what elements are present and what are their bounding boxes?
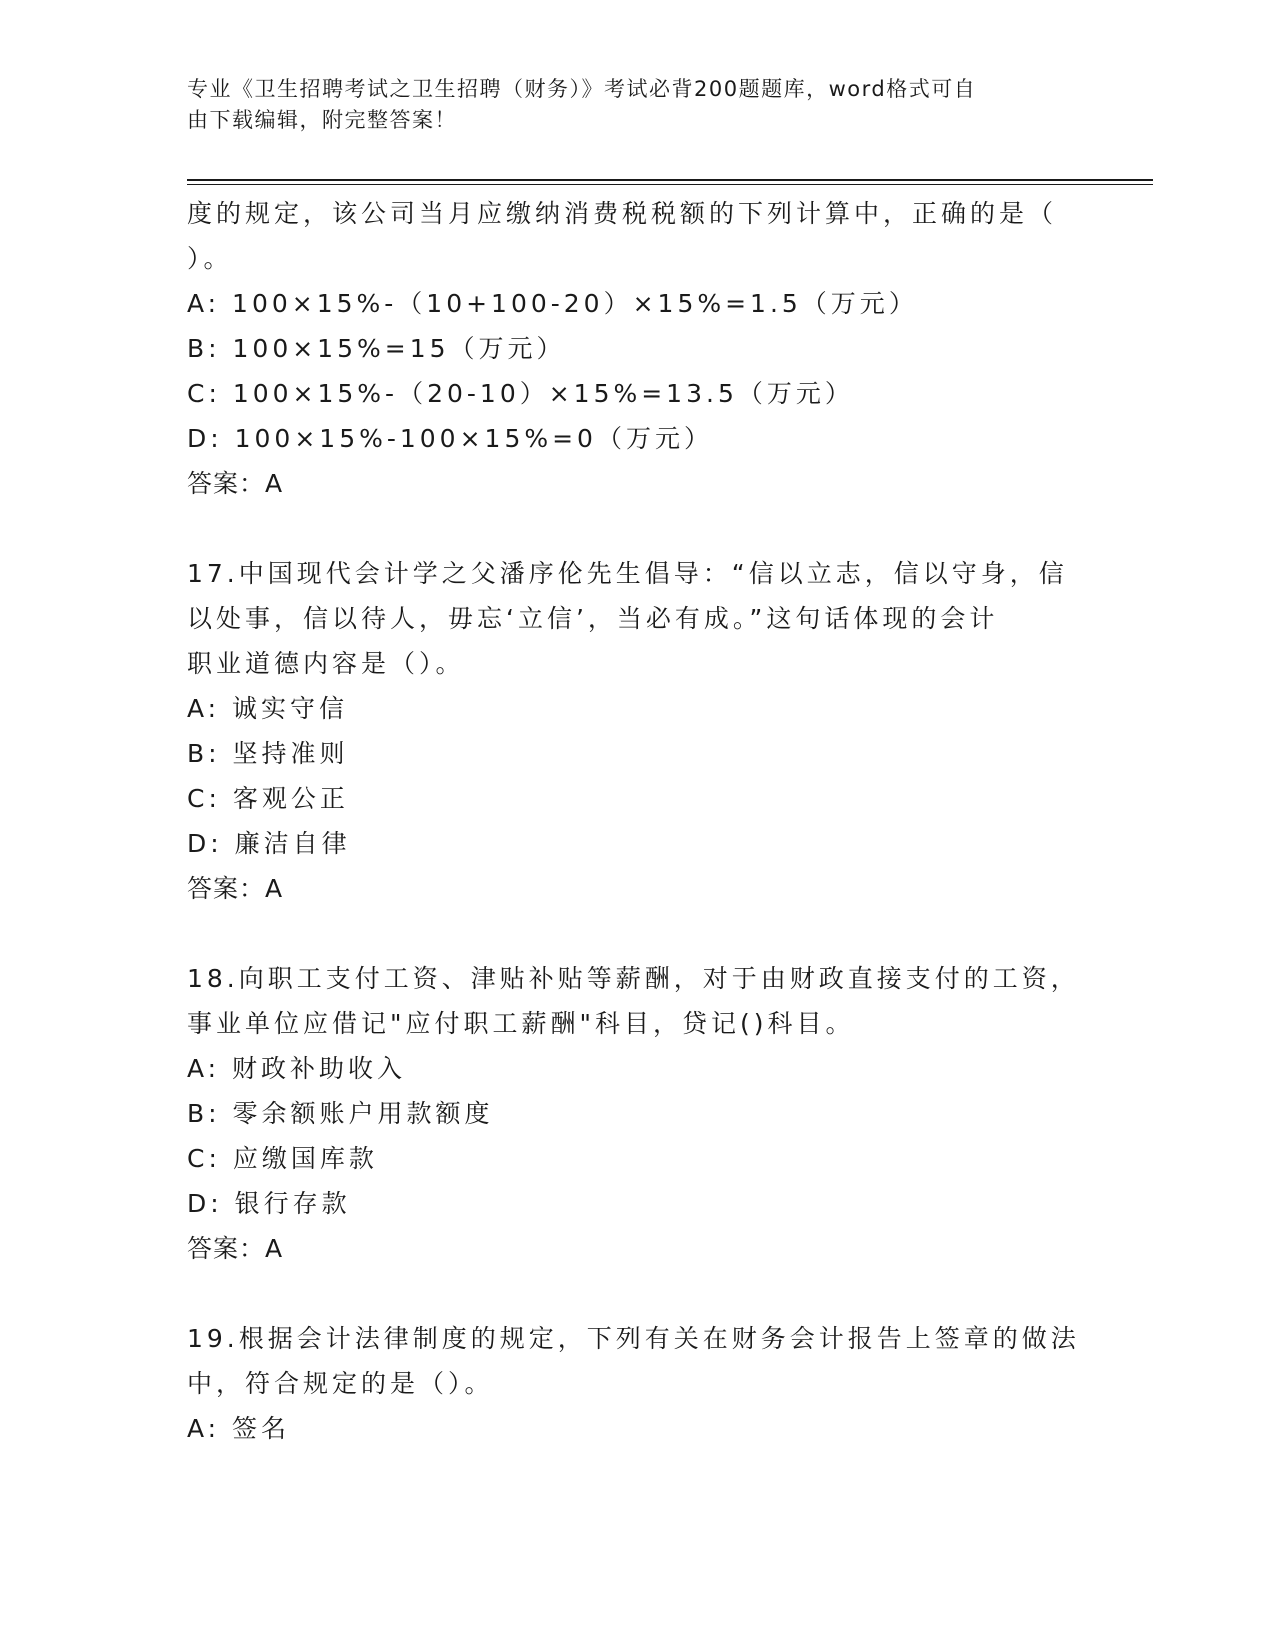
header-divider-thin — [187, 184, 1153, 185]
question-stem-line: 职业道德内容是（）。 — [187, 649, 465, 678]
question-stem-line: 以处事，信以待人，毋忘‘立信’，当必有成。”这句话体现的会计 — [187, 604, 999, 633]
answer-line: 答案：A — [187, 469, 284, 498]
question-stem-line: ）。 — [187, 244, 233, 273]
document-header — [187, 74, 1067, 136]
option-a: A: 财政补助收入 — [187, 1054, 407, 1083]
option-a: A: 诚实守信 — [187, 694, 349, 723]
option-a: A: 签名 — [187, 1414, 291, 1443]
header-divider-thick — [187, 179, 1153, 181]
question-stem-line: 中，符合规定的是（）。 — [187, 1369, 494, 1398]
spacer — [187, 1271, 1087, 1316]
option-a: A: 100×15%-（10+100-20）×15%=1.5（万元） — [187, 289, 918, 318]
option-c: C: 100×15%-（20-10）×15%=13.5（万元） — [187, 379, 854, 408]
header-title-line-2: 由下载编辑，附完整答案！ — [187, 108, 457, 132]
question-stem-line: 18.向职工支付工资、津贴补贴等薪酬，对于由财政直接支付的工资， — [187, 964, 1080, 993]
header-title-line-1: 专业《卫生招聘考试之卫生招聘（财务）》考试必背200题题库，word格式可自 — [187, 77, 977, 101]
option-b: B: 坚持准则 — [187, 739, 349, 768]
option-c: C: 应缴国库款 — [187, 1144, 378, 1173]
answer-line: 答案：A — [187, 874, 284, 903]
option-d: D: 银行存款 — [187, 1189, 351, 1218]
question-list — [187, 191, 1087, 1451]
question-stem-line: 17.中国现代会计学之父潘序伦先生倡导：“信以立志，信以守身，信 — [187, 559, 1068, 588]
question-stem-line: 19.根据会计法律制度的规定，下列有关在财务会计报告上签章的做法 — [187, 1324, 1080, 1353]
spacer — [187, 911, 1087, 956]
option-d: D: 100×15%-100×15%=0（万元） — [187, 424, 713, 453]
question-17 — [187, 551, 1087, 911]
option-b: B: 100×15%=15（万元） — [187, 334, 566, 363]
question-19 — [187, 1316, 1087, 1451]
option-d: D: 廉洁自律 — [187, 829, 351, 858]
answer-line: 答案：A — [187, 1234, 284, 1263]
question-stem-line: 度的规定，该公司当月应缴纳消费税税额的下列计算中，正确的是（ — [187, 199, 1058, 228]
spacer — [187, 506, 1087, 551]
question-16 — [187, 191, 1087, 506]
option-b: B: 零余额账户用款额度 — [187, 1099, 494, 1128]
question-18 — [187, 956, 1087, 1271]
option-c: C: 客观公正 — [187, 784, 349, 813]
question-stem-line: 事业单位应借记"应付职工薪酬"科目，贷记()科目。 — [187, 1009, 855, 1038]
